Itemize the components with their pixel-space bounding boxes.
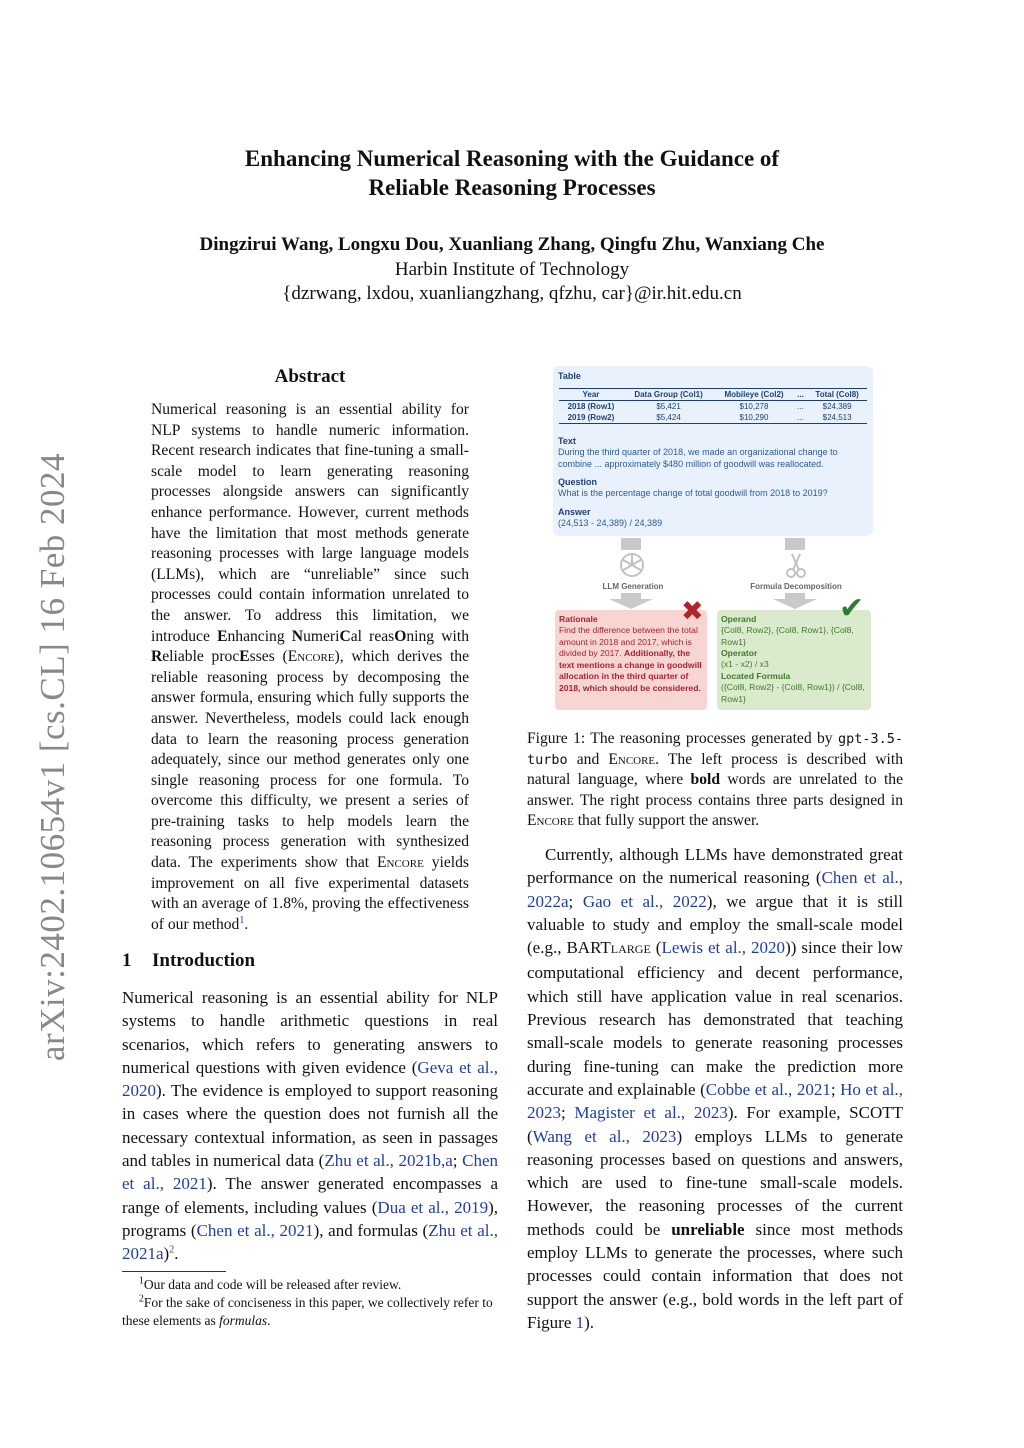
citation-link[interactable]: Wang et al., 2023 (532, 1126, 677, 1146)
table-header-row (559, 389, 867, 401)
table-cell: 2019 (Row2) (559, 412, 623, 424)
citation-link[interactable]: Geva et al., 2020 (122, 1057, 498, 1101)
citation-link[interactable]: Magister et al., 2023 (574, 1103, 728, 1123)
table-cell: 2018 (Row1) (567, 402, 615, 411)
table-row (559, 412, 867, 424)
column-header: Year (559, 389, 623, 401)
table-row (559, 401, 867, 413)
operand-label: Operand (721, 614, 757, 624)
table-cell: $5,421 (656, 402, 681, 411)
citation-link[interactable]: Dua et al., 2019 (377, 1197, 489, 1217)
answer-label: Answer (558, 507, 591, 517)
column-header: Mobileye (Col2) (714, 389, 794, 401)
footnote-1: $^1$Our data and code will be released after review. (138, 1275, 402, 1292)
question-label: Question (558, 477, 598, 487)
citation-link[interactable]: Lewis et al., 2020 (661, 938, 786, 958)
citation-link[interactable]: Cobbe et al., 2021 (705, 1079, 831, 1099)
answer-content: (24,513 - 24,389) / 24,389 (558, 518, 663, 528)
table-label: Table (558, 371, 581, 381)
operator-text: (x1 - x2) / x3 (721, 659, 769, 669)
rationale-text: Find the difference between the total amount in 2018 and 2017, which is divided by 2017. Additionally, the text mentions a change in goodwill allocation in the third quarter of 2018, which should be considered. (559, 625, 702, 693)
operator-label: Operator (721, 648, 758, 658)
formula-decomposition-label: Formula Decomposition (750, 582, 842, 591)
formula-text: ({Col8, Row2} - {Col8, Row1}) / {Col8, Row1} (721, 682, 865, 704)
footnote-rule (122, 1271, 226, 1272)
citation-link[interactable]: Chen et al., 2022a (527, 868, 903, 911)
operand-text: {Col8, Row2}, {Col8, Row1}, {Col8, Row1} (721, 625, 854, 647)
figure-reference-link[interactable]: 1 (575, 1312, 585, 1332)
right-column-paragraph: Currently, although LLMs have demonstrated great performance on the numerical reasoning (Chen et al., 2022a; Gao et al., 2022), we argue that it is still valuable to study and employ the small-scale model (e.g., BARTLARGE (Lewis et al., 2020)) since their low computational efficiency and decent performance, which still have application value in real scenarios. Previous research has demonstrated that teaching small-scale models to generate reasoning processes during fine-tuning can make the prediction more accurate and explainable (Cobbe et al., 2021; Ho et al., 2023; Magister et al., 2023). For example, SCOTT (Wang et al., 2023) employs LLMs to generate reasoning processes based on questions and answers, which are used to fine-tune small-scale models. However, the reasoning processes of the current methods could be unreliable since most methods employ LLMs to generate the processes, where such processes could contain information that does not support the answer (e.g., bold words in the left part of Figure 1). (527, 845, 903, 1332)
text-label: Text (558, 436, 576, 446)
title-line-1: Enhancing Numerical Reasoning with the Guidance of (244, 146, 780, 171)
table-cell: $10,278 (739, 402, 769, 411)
scissors-icon (781, 550, 811, 580)
paper-title (0, 144, 1024, 202)
encore-name: Encore (287, 648, 335, 666)
formula-label: Located Formula (721, 671, 791, 681)
rationale-label: Rationale (559, 614, 598, 624)
authors: Dingzirui Wang, Longxu Dou, Xuanliang Zhang, Qingfu Zhu, Wanxiang Che (199, 234, 825, 255)
citation-link[interactable]: Zhu et al., 2021b,a (324, 1151, 453, 1171)
citation-link[interactable]: Chen et al., 2021 (196, 1220, 314, 1240)
abstract-body: Numerical reasoning is an essential ability for NLP systems to handle numeric information. Recent research indicates that fine-tuning a small-scale model to learn generating reasoning processes alongside answers can significantly enhance performance. However, current methods have the limitation that most methods generate reasoning processes with large language models (LLMs), which are “unreliable” since such processes could contain information unrelated to the answer. To address this limitation, we introduce Enhancing NumeriCal reasOning with Reliable procEsses (Encore), which derives the reliable reasoning process by decomposing the answer formula, ensuring which fully supports the answer. Nevertheless, models could lack enough data to learn the reasoning process generation adequately, since our method generates only one single reasoning process for one formula. To overcome this difficulty, we present a series of pre-training tasks to help models learn the reasoning process generation with synthesized data. The experiments show that Encore yields improvement on all five experimental datasets with an average of 1.8%, proving the effectiveness of our method$^1$. (151, 401, 469, 933)
footnote-2: $^2$For the sake of conciseness in this paper, we collectively refer to these elements as formulas. (122, 1293, 493, 1328)
figure-caption: Figure 1: The reasoning processes generated by gpt-3.5-turbo and Encore. The left process is described with natural language, where bold words are unrelated to the answer. The right process contains three parts designed in Encore that fully support the answer. (527, 730, 903, 830)
input-panel (553, 366, 873, 536)
emails: {dzrwang, lxdou, xuanliangzhang, qfzhu, car}@ir.hit.edu.cn (282, 283, 742, 304)
section-heading-introduction: 1 Introduction (122, 950, 256, 971)
question-content: What is the percentage change of total goodwill from 2018 to 2019? (558, 488, 828, 498)
openai-icon (617, 550, 647, 580)
column-header: Total (Col8) (807, 389, 867, 401)
table-cell: $24,389 (822, 402, 852, 411)
citation-link[interactable]: Ho et al., 2023 (527, 1079, 903, 1123)
figure-table (559, 388, 867, 424)
table-cell: $24,513 (807, 412, 867, 424)
abstract-heading: Abstract (274, 366, 346, 387)
table-cell: $5,424 (623, 412, 714, 424)
title-line-2: Reliable Reasoning Processes (368, 175, 656, 200)
table-cell: $10,290 (714, 412, 794, 424)
citation-link[interactable]: Gao et al., 2022 (582, 891, 707, 911)
footnote-mark-2[interactable]: 2 (169, 1244, 175, 1256)
introduction-paragraph: Numerical reasoning is an essential ability for NLP systems to handle arithmetic questions in real scenarios, which refers to generating answers to numerical questions with given evidence (Geva et al., 2020). The evidence is employed to support reasoning in cases where the question does not furnish all the necessary contextual information, as seen in passages and tables in numerical data (Zhu et al., 2021b,a; Chen et al., 2021). The answer generated encompasses a range of elements, including values (Dua et al., 2019), programs (Chen et al., 2021), and formulas (Zhu et al., 2021a)$^2$. (122, 988, 499, 1264)
text-content: During the third quarter of 2018, we made an organizational change to combine ... approximately $480 million of goodwill was reallocated. (558, 447, 838, 469)
citation-link[interactable]: Zhu et al., 2021a (122, 1220, 498, 1264)
column-header: ... (794, 389, 807, 401)
citation-link[interactable]: Chen et al., 2021 (122, 1151, 498, 1194)
affiliation: Harbin Institute of Technology (394, 259, 630, 280)
arrow-head (609, 599, 653, 609)
wrong-x-icon: ✖ (681, 596, 704, 627)
footnote-mark-1[interactable]: 1 (239, 914, 245, 926)
arxiv-identifier: arXiv:2402.10654v1 [cs.CL] 16 Feb 2024 (33, 452, 72, 1062)
arrow-stem (621, 538, 641, 550)
check-icon: ✔ (839, 591, 865, 626)
figure-1 (553, 366, 875, 716)
arrow-head (773, 599, 817, 609)
table-cell: ... (794, 412, 807, 424)
column-header: Data Group (Col1) (623, 389, 714, 401)
table-cell: ... (797, 402, 804, 411)
arrow-stem (785, 538, 805, 550)
llm-generation-label: LLM Generation (602, 582, 664, 591)
